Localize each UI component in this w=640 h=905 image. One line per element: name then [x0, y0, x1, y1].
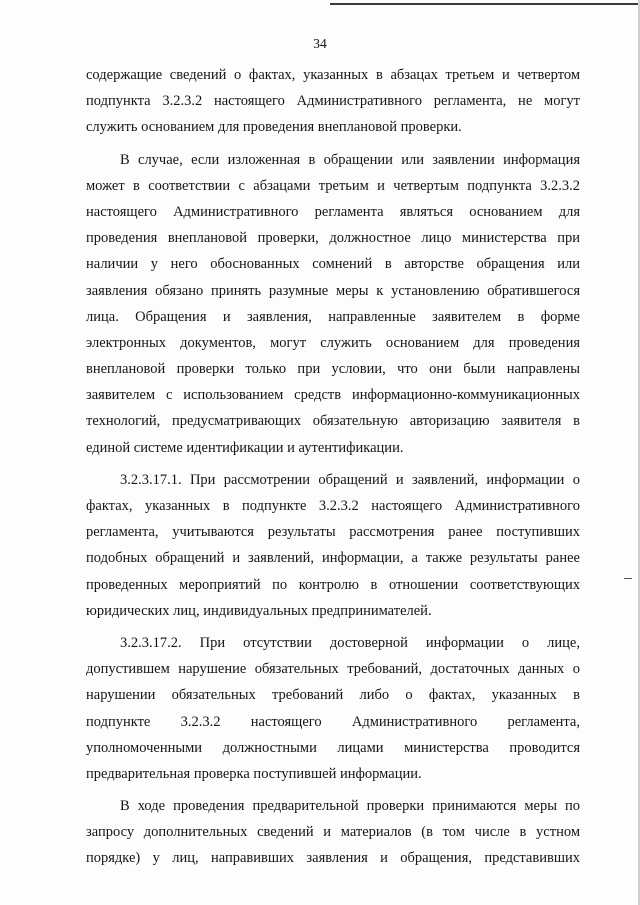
page-number: 34	[313, 36, 327, 51]
text-line: настоящего Административного регламента являться основанием для	[86, 203, 580, 220]
text-line: лица. Обращения и заявления, направленные заявителем в форме	[86, 308, 580, 325]
text-line: юридических лиц, индивидуальных предпринимателей.	[86, 602, 432, 619]
text-line: внеплановой проверки только при условии, что они были направлены	[86, 361, 580, 378]
text-line: подобных обращений и заявлений, информации, а также результаты ранее	[86, 550, 580, 567]
text-line: служить основанием для проведения внеплановой проверки.	[86, 119, 462, 136]
text-line: нарушении обязательных требований либо о фактах, указанных в	[86, 687, 580, 704]
text-line: проведения внеплановой проверки, должностное лицо министерства при	[86, 230, 580, 247]
text-line: уполномоченными должностными лицами министерства проводится	[86, 739, 580, 756]
text-line: электронных документов, могут служить основанием для проведения	[86, 334, 580, 351]
paragraph-3-2-3-17-2	[86, 630, 580, 787]
paragraph-3-2-3-17-1	[86, 467, 580, 624]
scan-edge-top	[330, 3, 640, 5]
text-line: наличии у него обоснованных сомнений в авторстве обращения или	[86, 256, 580, 273]
text-line: В ходе проведения предварительной проверки принимаются меры по	[120, 798, 580, 815]
text-line: 3.2.3.17.1. При рассмотрении обращений и заявлений, информации о	[120, 471, 580, 488]
text-line: фактах, указанных в подпункте 3.2.3.2 настоящего Административного	[86, 498, 580, 514]
text-line: порядке) у лиц, направивших заявления и обращения, представивших	[86, 850, 580, 867]
text-line: допустившем нарушение обязательных требований, достаточных данных о	[86, 661, 580, 678]
text-line: заявителем с использованием средств информационно-коммуникационных	[86, 387, 580, 404]
text-line: предварительная проверка поступившей информации.	[86, 765, 422, 782]
scan-mark	[624, 578, 632, 579]
text-line: может в соответствии с абзацами третьим и четвертым подпункта 3.2.3.2	[86, 177, 580, 194]
document-body	[86, 62, 580, 872]
text-line: В случае, если изложенная в обращении или заявлении информация	[120, 151, 580, 168]
paragraph-preliminary-check	[86, 793, 580, 872]
paragraph-anonymous-requests	[86, 147, 580, 461]
text-line: единой системе идентификации и аутентификации.	[86, 439, 404, 456]
text-line: подпункте 3.2.3.2 настоящего Административного регламента,	[86, 713, 580, 730]
text-line: технологий, предусматривающих обязательную авторизацию заявителя в	[86, 413, 580, 430]
text-line: содержащие сведений о фактах, указанных в абзацах третьем и четвертом	[86, 67, 580, 83]
text-line: проведенных мероприятий по контролю в отношении соответствующих	[86, 576, 580, 593]
text-line: заявления обязано принять разумные меры к установлению обратившегося	[86, 282, 580, 299]
paragraph-continuation	[86, 62, 580, 141]
text-line: подпункта 3.2.3.2 настоящего Административного регламента, не могут	[86, 93, 580, 110]
text-line: регламента, учитываются результаты рассмотрения ранее поступивших	[86, 524, 580, 541]
text-line: запросу дополнительных сведений и материалов (в том числе в устном	[86, 824, 580, 841]
text-line: 3.2.3.17.2. При отсутствии достоверной информации о лице,	[120, 634, 580, 651]
